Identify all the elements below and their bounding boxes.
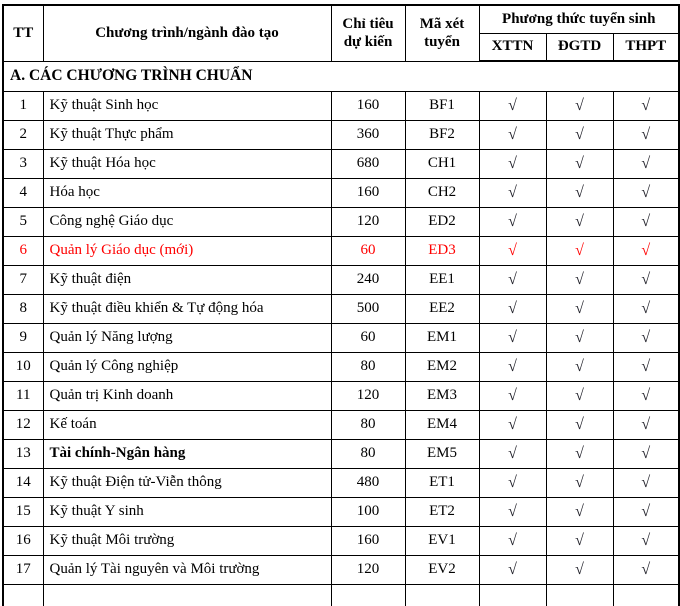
table-row (3, 178, 679, 207)
quota-cell: 240 (331, 265, 405, 294)
tt-cell: 14 (3, 468, 43, 497)
code-cell: EM3 (405, 381, 479, 410)
check-cell-xttn: √ (479, 381, 546, 410)
check-cell-thpt: √ (613, 236, 679, 265)
check-cell-thpt: √ (613, 497, 679, 526)
tt-cell: 16 (3, 526, 43, 555)
check-cell-xttn: √ (479, 91, 546, 120)
col-header-dgtd: ĐGTD (546, 33, 613, 61)
admission-table (2, 4, 680, 606)
table-row (3, 294, 679, 323)
tt-cell: 3 (3, 149, 43, 178)
check-cell-dgtd: √ (546, 323, 613, 352)
tt-cell: 10 (3, 352, 43, 381)
table-row (3, 149, 679, 178)
tt-cell: 8 (3, 294, 43, 323)
tt-cell: 15 (3, 497, 43, 526)
program-cell: Kỹ thuật Môi trường (43, 526, 331, 555)
code-cell: EE1 (405, 265, 479, 294)
check-cell-xttn: √ (479, 410, 546, 439)
program-cell: Công nghệ Giáo dục (43, 207, 331, 236)
table-row (3, 236, 679, 265)
tt-cell: 9 (3, 323, 43, 352)
quota-cell: 120 (331, 207, 405, 236)
code-cell: EE2 (405, 294, 479, 323)
check-cell-xttn: √ (479, 526, 546, 555)
check-cell-thpt: √ (613, 207, 679, 236)
check-cell-xttn: √ (479, 294, 546, 323)
check-cell-xttn: √ (479, 236, 546, 265)
tt-cell: 6 (3, 236, 43, 265)
check-cell-dgtd: √ (546, 265, 613, 294)
table-body (3, 91, 679, 584)
program-cell: Kỹ thuật Sinh học (43, 91, 331, 120)
check-cell-dgtd: √ (546, 178, 613, 207)
check-cell-thpt: √ (613, 149, 679, 178)
program-cell: Kỹ thuật Thực phẩm (43, 120, 331, 149)
check-cell-dgtd: √ (546, 381, 613, 410)
check-cell-dgtd: √ (546, 91, 613, 120)
check-cell-dgtd: √ (546, 526, 613, 555)
col-header-methods-group: Phương thức tuyển sinh (479, 5, 679, 33)
program-cell (43, 584, 331, 606)
quota-cell: 60 (331, 323, 405, 352)
code-cell: ET1 (405, 468, 479, 497)
tt-cell: 7 (3, 265, 43, 294)
check-cell-dgtd: √ (546, 352, 613, 381)
quota-cell: 60 (331, 236, 405, 265)
program-cell: Quản lý Công nghiệp (43, 352, 331, 381)
check-cell-xttn: √ (479, 497, 546, 526)
check-cell-dgtd: √ (546, 236, 613, 265)
check-cell-dgtd: √ (546, 410, 613, 439)
col-header-quota: Chỉ tiêu dự kiến (331, 5, 405, 61)
check-cell-thpt: √ (613, 439, 679, 468)
header-row-group (3, 5, 679, 33)
code-cell: EM5 (405, 439, 479, 468)
code-cell: EM1 (405, 323, 479, 352)
col-header-tt: TT (3, 5, 43, 61)
tt-cell: 2 (3, 120, 43, 149)
tt-cell: 11 (3, 381, 43, 410)
check-cell-thpt: √ (613, 555, 679, 584)
table-row (3, 265, 679, 294)
quota-cell: 480 (331, 468, 405, 497)
code-cell: ET2 (405, 497, 479, 526)
check-cell-xttn: √ (479, 265, 546, 294)
tt-cell: 12 (3, 410, 43, 439)
code-cell: EM4 (405, 410, 479, 439)
check-cell-dgtd: √ (546, 149, 613, 178)
table-row (3, 381, 679, 410)
check-cell-dgtd: √ (546, 207, 613, 236)
check-cell-thpt: √ (613, 381, 679, 410)
col-header-thpt: THPT (613, 33, 679, 61)
check-cell-thpt: √ (613, 294, 679, 323)
table-row (3, 526, 679, 555)
check-cell-xttn: √ (479, 439, 546, 468)
section-a-title: A. CÁC CHƯƠNG TRÌNH CHUẨN (3, 61, 679, 91)
check-cell-xttn (479, 584, 546, 606)
table-row (3, 410, 679, 439)
check-cell-dgtd: √ (546, 294, 613, 323)
table-row (3, 555, 679, 584)
tt-cell: 4 (3, 178, 43, 207)
quota-cell: 160 (331, 526, 405, 555)
section-header-row (3, 61, 679, 91)
quota-cell (331, 584, 405, 606)
check-cell-thpt: √ (613, 323, 679, 352)
quota-cell: 360 (331, 120, 405, 149)
check-cell-xttn: √ (479, 468, 546, 497)
table-row (3, 207, 679, 236)
check-cell-thpt: √ (613, 91, 679, 120)
program-cell: Kỹ thuật điện (43, 265, 331, 294)
code-cell: CH1 (405, 149, 479, 178)
code-cell: EM2 (405, 352, 479, 381)
check-cell-thpt: √ (613, 410, 679, 439)
check-cell-thpt: √ (613, 468, 679, 497)
quota-cell: 80 (331, 352, 405, 381)
col-header-xttn: XTTN (479, 33, 546, 61)
check-cell-xttn: √ (479, 323, 546, 352)
program-cell: Quản trị Kinh doanh (43, 381, 331, 410)
code-cell: BF2 (405, 120, 479, 149)
table-row (3, 352, 679, 381)
table-row (3, 91, 679, 120)
program-cell: Hóa học (43, 178, 331, 207)
code-cell: EV1 (405, 526, 479, 555)
program-cell: Kế toán (43, 410, 331, 439)
quota-cell: 160 (331, 178, 405, 207)
check-cell-xttn: √ (479, 120, 546, 149)
code-cell: BF1 (405, 91, 479, 120)
program-cell: Kỹ thuật Điện tử-Viễn thông (43, 468, 331, 497)
check-cell-dgtd: √ (546, 555, 613, 584)
program-cell: Quản lý Năng lượng (43, 323, 331, 352)
check-cell-dgtd: √ (546, 120, 613, 149)
program-cell: Quản lý Giáo dục (mới) (43, 236, 331, 265)
check-cell-thpt: √ (613, 526, 679, 555)
check-cell-xttn: √ (479, 178, 546, 207)
program-cell: Quản lý Tài nguyên và Môi trường (43, 555, 331, 584)
code-cell: ED3 (405, 236, 479, 265)
table-row (3, 439, 679, 468)
check-cell-thpt (613, 584, 679, 606)
quota-cell: 120 (331, 381, 405, 410)
quota-cell: 80 (331, 439, 405, 468)
tt-cell (3, 584, 43, 606)
check-cell-thpt: √ (613, 352, 679, 381)
quota-cell: 500 (331, 294, 405, 323)
code-cell (405, 584, 479, 606)
program-cell: Kỹ thuật Hóa học (43, 149, 331, 178)
program-cell: Kỹ thuật điều khiển & Tự động hóa (43, 294, 331, 323)
tt-cell: 5 (3, 207, 43, 236)
program-cell: Tài chính-Ngân hàng (43, 439, 331, 468)
col-header-code: Mã xét tuyển (405, 5, 479, 61)
check-cell-xttn: √ (479, 207, 546, 236)
table-row (3, 120, 679, 149)
quota-cell: 100 (331, 497, 405, 526)
check-cell-dgtd: √ (546, 468, 613, 497)
tt-cell: 13 (3, 439, 43, 468)
check-cell-xttn: √ (479, 555, 546, 584)
tt-cell: 17 (3, 555, 43, 584)
table-row (3, 497, 679, 526)
partial-clipped-row (3, 584, 679, 606)
quota-cell: 80 (331, 410, 405, 439)
col-header-program: Chương trình/ngành đào tạo (43, 5, 331, 61)
code-cell: CH2 (405, 178, 479, 207)
table-row (3, 323, 679, 352)
check-cell-dgtd (546, 584, 613, 606)
code-cell: EV2 (405, 555, 479, 584)
check-cell-xttn: √ (479, 352, 546, 381)
check-cell-thpt: √ (613, 265, 679, 294)
check-cell-dgtd: √ (546, 439, 613, 468)
program-cell: Kỹ thuật Y sinh (43, 497, 331, 526)
tt-cell: 1 (3, 91, 43, 120)
check-cell-thpt: √ (613, 178, 679, 207)
quota-cell: 120 (331, 555, 405, 584)
quota-cell: 160 (331, 91, 405, 120)
check-cell-xttn: √ (479, 149, 546, 178)
table-row (3, 468, 679, 497)
code-cell: ED2 (405, 207, 479, 236)
check-cell-dgtd: √ (546, 497, 613, 526)
check-cell-thpt: √ (613, 120, 679, 149)
quota-cell: 680 (331, 149, 405, 178)
